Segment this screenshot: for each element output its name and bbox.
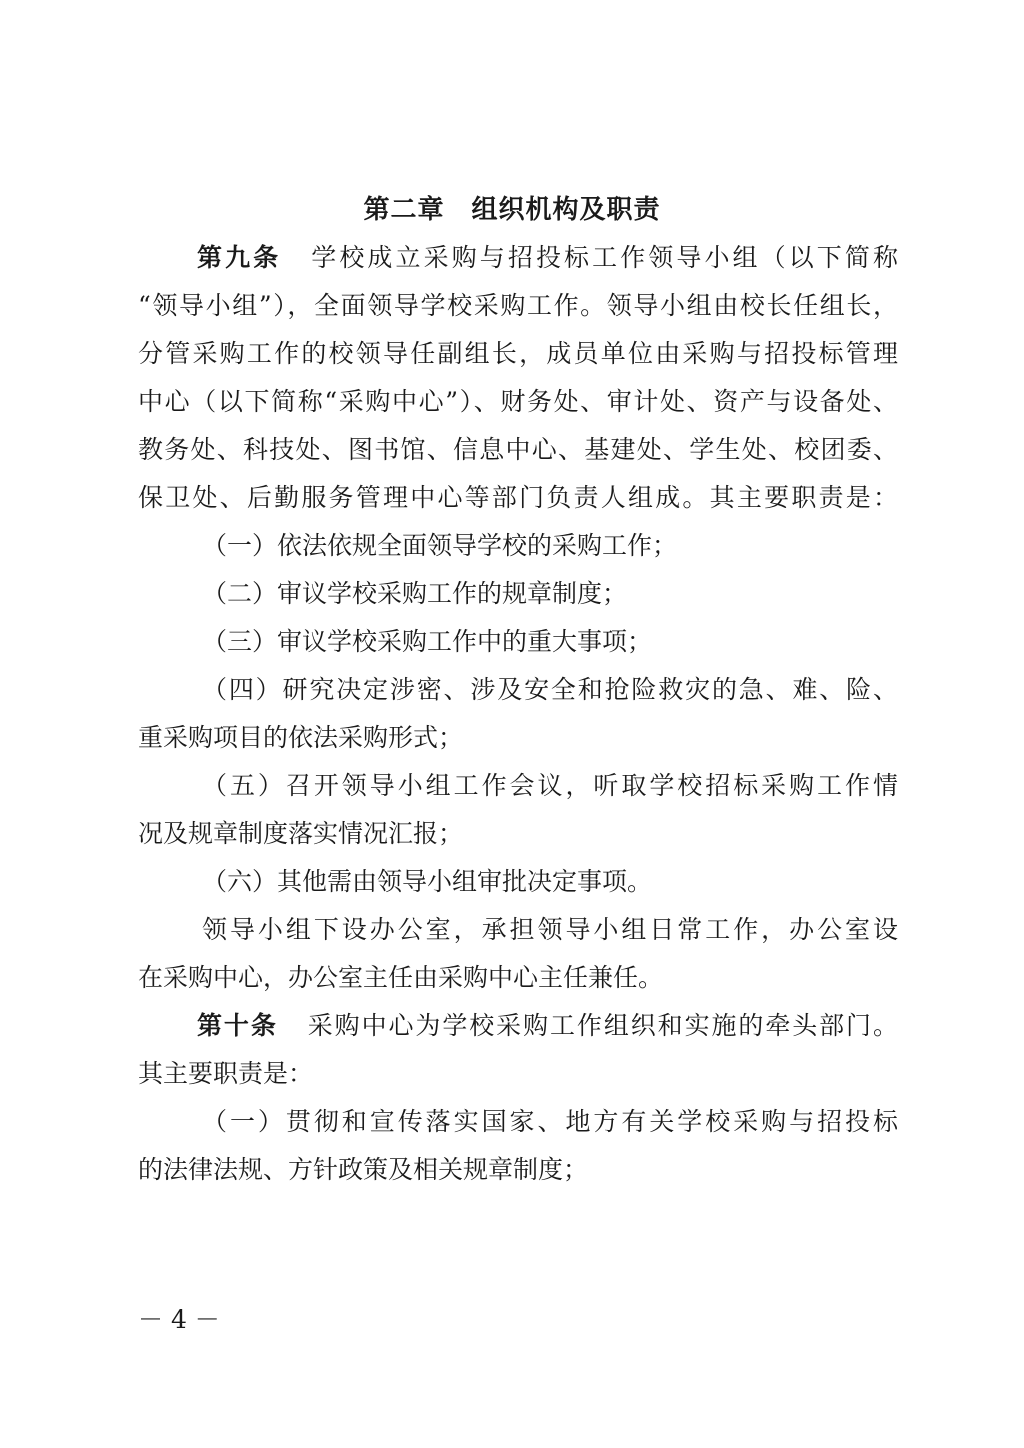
- article9-heading: 第九条: [197, 243, 282, 272]
- article9-item-2: （二）审议学校采购工作的规章制度；: [202, 579, 628, 608]
- chapter-title: 第二章 组织机构及职责: [363, 195, 661, 225]
- article10-line-2: 其主要职责是：: [138, 1059, 314, 1088]
- article9-office-1: 领导小组下设办公室，承担领导小组日常工作，办公室设: [202, 915, 898, 944]
- article9-line-4: 中心（以下简称“采购中心”）、财务处、审计处、资产与设备处、: [138, 387, 898, 416]
- article9-line-5: 教务处、科技处、图书馆、信息中心、基建处、学生处、校团委、: [138, 435, 898, 464]
- article9-line-6: 保卫处、后勤服务管理中心等部门负责人组成。其主要职责是：: [138, 483, 898, 512]
- article9-item-3: （三）审议学校采购工作中的重大事项；: [202, 627, 653, 656]
- article9-line-1: [197, 238, 898, 278]
- article10-line-1: [197, 1006, 898, 1046]
- article10-item-1-cont: 的法律法规、方针政策及相关规章制度；: [138, 1155, 589, 1184]
- article9-item-1: （一）依法依规全面领导学校的采购工作；: [202, 531, 678, 560]
- article9-item-6: （六）其他需由领导小组审批决定事项。: [202, 867, 653, 896]
- article9-text-1: 学校成立采购与招投标工作领导小组（以下简称: [311, 243, 898, 272]
- article9-line-2: “领导小组”），全面领导学校采购工作。领导小组由校长任组长，: [138, 291, 898, 320]
- article10-heading: 第十条: [197, 1011, 278, 1040]
- article10-text-1: 采购中心为学校采购工作组织和实施的牵头部门。: [307, 1011, 898, 1040]
- article9-item-5: （五）召开领导小组工作会议，听取学校招标采购工作情: [202, 771, 898, 800]
- article9-item-4-cont: 重采购项目的依法采购形式；: [138, 723, 464, 752]
- article9-line-3: 分管采购工作的校领导任副组长，成员单位由采购与招投标管理: [138, 339, 898, 368]
- page-number: － 4 －: [138, 1305, 220, 1334]
- article9-office-2: 在采购中心，办公室主任由采购中心主任兼任。: [138, 963, 664, 992]
- article10-item-1: （一）贯彻和宣传落实国家、地方有关学校采购与招投标: [202, 1107, 898, 1136]
- article9-item-5-cont: 况及规章制度落实情况汇报；: [138, 819, 464, 848]
- article9-item-4: （四）研究决定涉密、涉及安全和抢险救灾的急、难、险、: [202, 675, 898, 704]
